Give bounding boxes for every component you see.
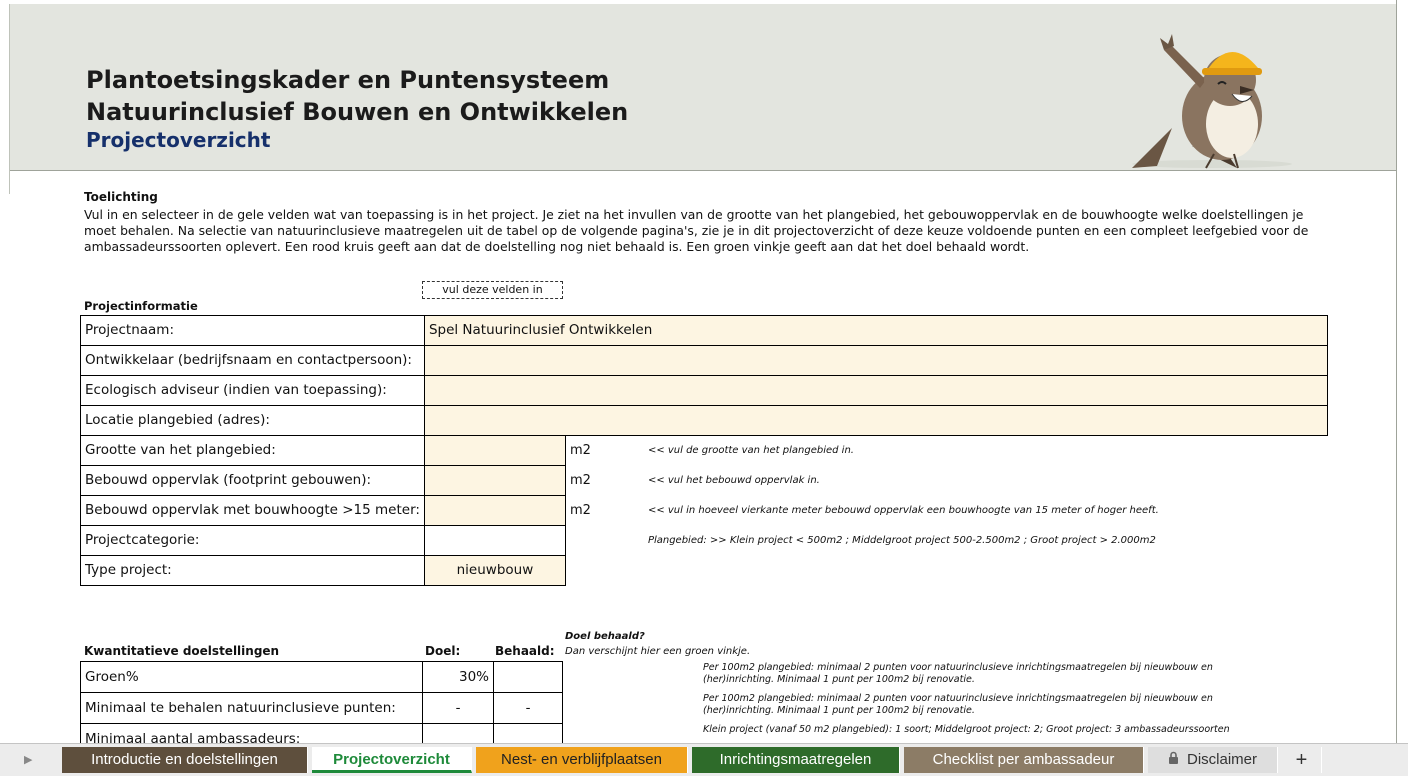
tab-inrichtingsmaatregelen[interactable] [692, 747, 900, 773]
table-row [81, 496, 1328, 526]
column-border [9, 4, 10, 194]
tab-label: Projectoverzicht [333, 751, 450, 768]
bouwhoogte-field[interactable] [424, 496, 565, 526]
sheet-tab-bar [0, 743, 1408, 776]
behaald-value [494, 724, 563, 744]
tab-nest-en-verblijfplaatsen[interactable] [476, 747, 688, 773]
row-description: Klein project (vanaf 50 m2 plangebied): 1 soort; Middelgroot project: 2; Groot project: 3 ambassadeurssoorten [563, 724, 1264, 744]
projectinfo-table [80, 315, 1328, 586]
field-note: Plangebied: >> Klein project < 500m2 ; Middelgroot project 500-2.500m2 ; Groot project > 2.000m2 [647, 535, 1156, 546]
row-description: Per 100m2 plangebied: minimaal 2 punten voor natuurinclusieve inrichtingsmaatregelen bij nieuwbouw en (her)inrichting. Minimaal 1 punt per 100m2 bij renovatie. [563, 693, 1264, 724]
kwantitatief-table [80, 661, 1263, 743]
row-label: Bebouwd oppervlak (footprint gebouwen): [81, 466, 425, 496]
grootte-plangebied-field[interactable] [424, 436, 565, 466]
doel-value: 30% [423, 662, 494, 693]
table-row [81, 526, 1328, 556]
page-title [86, 64, 628, 128]
projectcategorie-value [424, 526, 565, 556]
unit-label [565, 526, 644, 556]
ecologisch-adviseur-field[interactable] [424, 376, 1327, 406]
ontwikkelaar-field[interactable] [424, 346, 1327, 376]
row-label: Bebouwd oppervlak met bouwhoogte >15 meter: [81, 496, 425, 526]
column-header-behaald: Behaald: [495, 644, 555, 658]
tab-introductie[interactable] [62, 747, 308, 773]
unit-label [565, 556, 644, 586]
tab-label: Disclaimer [1186, 751, 1257, 768]
row-label: Locatie plangebied (adres): [81, 406, 425, 436]
fill-hint-box: vul deze velden in [422, 281, 563, 299]
column-border [1396, 0, 1397, 743]
row-label: Ontwikkelaar (bedrijfsnaam en contactpersoon): [81, 346, 425, 376]
type-project-select[interactable]: nieuwbouw [424, 556, 565, 586]
row-description: Per 100m2 plangebied: minimaal 2 punten voor natuurinclusieve inrichtingsmaatregelen bij nieuwbouw en (her)inrichting. Minimaal 1 punt per 100m2 bij renovatie. [563, 662, 1264, 693]
row-label: Projectnaam: [81, 316, 425, 346]
doel-behaald-note: Dan verschijnt hier een groen vinkje. [565, 646, 751, 657]
header-banner [10, 4, 1396, 171]
column-header-doel: Doel: [425, 644, 461, 658]
table-row [81, 406, 1328, 436]
table-row [81, 346, 1328, 376]
table-row [81, 436, 1328, 466]
toelichting-heading: Toelichting [84, 190, 158, 204]
behaald-value: - [494, 693, 563, 724]
table-row [81, 693, 1264, 724]
tab-projectoverzicht[interactable] [312, 747, 472, 773]
projectinformatie-heading: Projectinformatie [84, 299, 198, 313]
table-row [81, 316, 1328, 346]
table-row [81, 724, 1264, 744]
table-row [81, 556, 1328, 586]
doel-behaald-title: Doel behaald? [565, 631, 645, 642]
bebouwd-oppervlak-field[interactable] [424, 466, 565, 496]
title-line-1: Plantoetsingskader en Puntensysteem [86, 66, 610, 94]
tab-label: Inrichtingsmaatregelen [719, 751, 872, 768]
locatie-field[interactable] [424, 406, 1327, 436]
field-note: << vul in hoeveel vierkante meter bebouwd oppervlak een bouwhoogte van 15 meter of hoger heeft. [647, 505, 1159, 516]
row-label: Type project: [81, 556, 425, 586]
row-label: Projectcategorie: [81, 526, 425, 556]
table-row [81, 466, 1328, 496]
add-sheet-button[interactable] [1282, 747, 1322, 773]
toelichting-text: Vul in en selecteer in de gele velden wat van toepassing is in het project. Je ziet na het invullen van de grootte van het plangebied, het gebouwoppervlak en de bouwhoogte welke doelstellingen je moet behalen. Na selectie van natuurinclusieve maatregelen uit de tabel op de volgende pagina's, zie je in dit projectoverzicht of deze keuze voldoende punten en een compleet leefgebied voor de ambassadeurssoorten oplevert. Een rood kruis geeft aan dat de doelstelling nog niet behaald is. Een groen vinkje geeft aan dat het doel behaald wordt. [84, 207, 1309, 254]
unit-label: m2 [565, 466, 644, 496]
doel-value: - [423, 693, 494, 724]
empty-cell [644, 556, 1328, 586]
field-note: << vul de grootte van het plangebied in. [647, 445, 854, 457]
plus-icon: + [1295, 749, 1308, 771]
tab-label: Checklist per ambassadeur [932, 751, 1115, 768]
table-row [81, 662, 1264, 693]
row-label: Minimaal aantal ambassadeurs: [81, 724, 423, 744]
unit-label: m2 [565, 436, 644, 466]
doel-value [423, 724, 494, 744]
page-subtitle: Projectoverzicht [86, 128, 271, 152]
row-label: Ecologisch adviseur (indien van toepassing): [81, 376, 425, 406]
scroll-left-icon[interactable]: ▶ [24, 753, 33, 766]
row-label: Groen% [81, 662, 423, 693]
tab-checklist-per-ambassadeur[interactable] [904, 747, 1144, 773]
field-note: << vul het bebouwd oppervlak in. [647, 475, 820, 486]
tab-label: Introductie en doelstellingen [91, 751, 278, 768]
tab-disclaimer[interactable] [1148, 747, 1278, 773]
projectnaam-field[interactable]: Spel Natuurinclusief Ontwikkelen [424, 316, 1327, 346]
row-label: Grootte van het plangebied: [81, 436, 425, 466]
unit-label: m2 [565, 496, 644, 526]
sparrow-mascot-icon [1102, 28, 1292, 170]
row-label: Minimaal te behalen natuurinclusieve punten: [81, 693, 423, 724]
title-line-2: Natuurinclusief Bouwen en Ontwikkelen [86, 98, 629, 126]
kwantitatief-heading: Kwantitatieve doelstellingen [84, 644, 280, 658]
lock-icon [1168, 747, 1179, 773]
table-row [81, 376, 1328, 406]
behaald-value [494, 662, 563, 693]
tab-label: Nest- en verblijfplaatsen [501, 751, 662, 768]
